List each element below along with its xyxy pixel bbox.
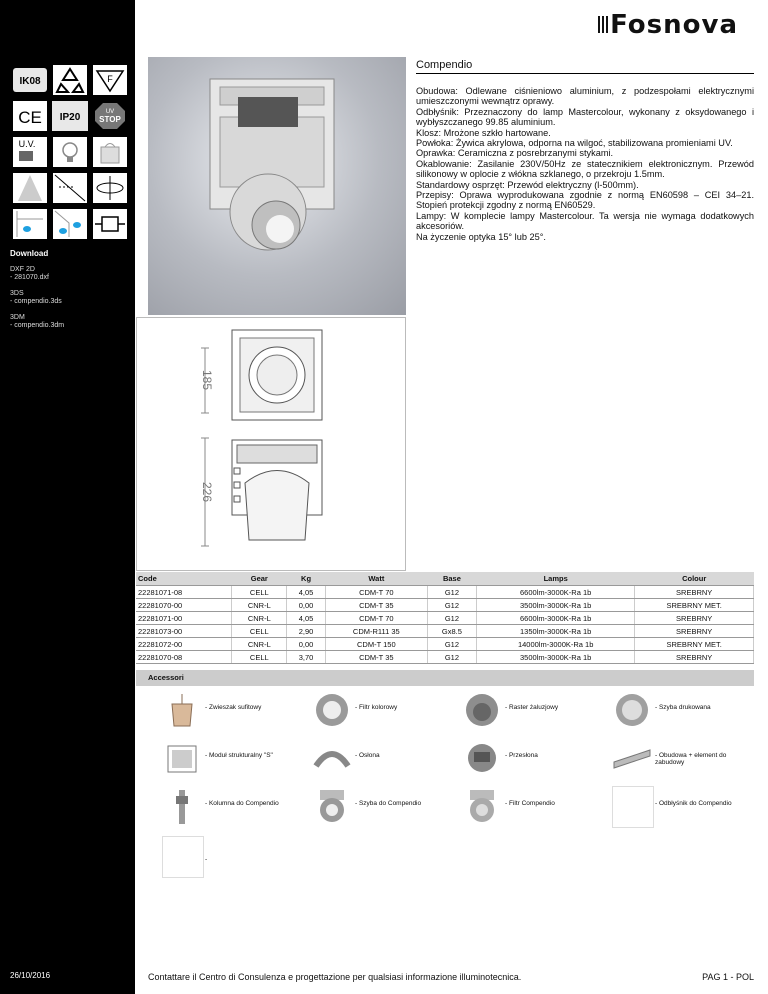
download-item[interactable]	[10, 290, 64, 306]
accessory-item[interactable]	[462, 786, 612, 828]
cell: CDM-T 35	[325, 599, 427, 612]
cell: G12	[427, 586, 476, 599]
table-row	[136, 638, 754, 651]
desc-optics: Na życzenie optyka 15° lub 25°.	[416, 231, 546, 242]
uv-bottom-label: STOP	[99, 115, 121, 124]
print-date: 26/10/2016	[10, 971, 51, 980]
accessory-thumbnail	[312, 738, 352, 778]
uv-stop-icon	[90, 98, 130, 134]
accessory-item[interactable]	[612, 690, 762, 732]
product-title: Compendio	[416, 59, 754, 74]
bulb-icon	[50, 134, 90, 170]
ik08-badge	[10, 62, 50, 98]
accessory-item[interactable]	[312, 738, 462, 780]
col-base: Base	[427, 572, 476, 586]
bag-icon	[90, 134, 130, 170]
download-type: DXF 2D	[10, 266, 35, 273]
accessory-label: - Osłona	[355, 752, 380, 759]
accessory-item[interactable]	[162, 738, 312, 780]
cell: SREBRNY MET.	[635, 638, 754, 651]
cell: CDM-R111 35	[325, 625, 427, 638]
desc-wiring: Okablowanie: Zasilanie 230V/50Hz ze statecznikiem elektronicznym. Przewód silikonowy w oplocie z włókna szklanego, o przekroju 1.5mm.	[416, 158, 754, 180]
accessory-item[interactable]	[162, 836, 312, 878]
footer-note: Contattare il Centro di Consulenza e progettazione per qualsiasi informazione illuminotecnica.	[148, 972, 522, 982]
accessory-label: -	[205, 856, 208, 863]
desc-reflector: Odbłyśnik: Przeznaczony do lamp Mastercolour, wykonany z oksydowanego i wybłyszczanego 99.85 aluminium.	[416, 106, 754, 128]
col-code: Code	[136, 572, 232, 586]
cell: 0,00	[287, 638, 326, 651]
desc-housing: Obudowa: Odlewane ciśnieniowo aluminium, z podzespołami elektrycznymi umieszczonymi wewnątrz oprawy.	[416, 86, 754, 107]
desc-coating: Powłoka: Żywica akrylowa, odporna na wilgoć, stabilizowana promieniami UV.	[416, 138, 733, 149]
accessory-item[interactable]	[612, 786, 762, 828]
dim-top-label: 185	[200, 369, 214, 391]
cell: 22281073-00	[136, 625, 232, 638]
cell: CDM-T 70	[325, 612, 427, 625]
recycle-icon	[50, 62, 90, 98]
cell: 22281070-08	[136, 651, 232, 664]
specification-table	[136, 572, 754, 664]
cell: 4,05	[287, 586, 326, 599]
ce-mark-icon	[10, 98, 50, 134]
cell: 3500lm-3000K-Ra 1b	[477, 651, 635, 664]
beam-angle-icon	[10, 170, 50, 206]
cell: 6600lm-3000K-Ra 1b	[477, 612, 635, 625]
accessory-label: - Raster żaluzjowy	[505, 704, 559, 711]
accessory-item[interactable]	[312, 786, 462, 828]
cell: G12	[427, 638, 476, 651]
technical-drawing	[136, 317, 406, 571]
corner-mount-1-icon	[10, 206, 50, 242]
table-row	[136, 586, 754, 599]
cell: CNR-L	[232, 638, 287, 651]
accessory-label: - Zwieszak sufitowy	[205, 704, 262, 711]
desc-lamps: Lampy: W komplecie lampy Mastercolour. Ta wersja nie wymaga dodatkowych akcesoriów.	[416, 210, 754, 232]
download-file-link[interactable]: - 281070.dxf	[10, 274, 49, 281]
cell: CNR-L	[232, 599, 287, 612]
download-item[interactable]	[10, 314, 64, 330]
table-row	[136, 625, 754, 638]
col-gear: Gear	[232, 572, 287, 586]
cell: 22281071-00	[136, 612, 232, 625]
accessory-thumbnail	[612, 738, 652, 778]
desc-standard-equipment: Standardowy osprzęt: Przewód elektryczny (l-500mm).	[416, 179, 639, 190]
cell: SREBRNY MET.	[635, 599, 754, 612]
cell: 3,70	[287, 651, 326, 664]
table-row	[136, 612, 754, 625]
downloads-panel	[10, 250, 64, 338]
cell: 6600lm-3000K-Ra 1b	[477, 586, 635, 599]
accessory-thumbnail	[462, 690, 502, 730]
cell: SREBRNY	[635, 612, 754, 625]
ip-label: IP20	[59, 112, 81, 123]
triangle-f-icon	[90, 62, 130, 98]
accessory-label: - Szyba do Compendio	[355, 800, 422, 807]
col-colour: Colour	[635, 572, 754, 586]
accessory-item[interactable]	[462, 690, 612, 732]
cell: SREBRNY	[635, 651, 754, 664]
brand-logo	[598, 10, 738, 40]
cell: 22281070-00	[136, 599, 232, 612]
product-photo	[148, 57, 406, 315]
cell: G12	[427, 599, 476, 612]
cell: CELL	[232, 651, 287, 664]
download-type: 3DM	[10, 314, 25, 321]
accessory-label: - Moduł strukturalny "S"	[205, 752, 273, 759]
accessory-label: - Przesłona	[505, 752, 538, 759]
accessory-thumbnail	[162, 738, 202, 778]
accessory-item[interactable]	[612, 738, 762, 780]
cell: 14000lm-3000K-Ra 1b	[477, 638, 635, 651]
cell: CDM-T 150	[325, 638, 427, 651]
accessory-thumbnail	[162, 786, 202, 826]
accessory-item[interactable]	[462, 738, 612, 780]
download-item[interactable]	[10, 266, 64, 282]
cell: G12	[427, 612, 476, 625]
certification-icons	[10, 62, 130, 242]
cell: 2,90	[287, 625, 326, 638]
uv-text: U.V.	[18, 139, 36, 149]
corner-mount-2-icon	[50, 206, 90, 242]
accessory-thumbnail	[612, 786, 654, 828]
download-type: 3DS	[10, 290, 24, 297]
page-number: PAG 1 - POL	[702, 972, 754, 982]
col-lamps: Lamps	[477, 572, 635, 586]
download-file-link[interactable]: - compendio.3dm	[10, 322, 65, 329]
accessory-thumbnail	[612, 690, 652, 730]
sidebar	[0, 0, 135, 994]
cell: Gx8.5	[427, 625, 476, 638]
cell: SREBRNY	[635, 625, 754, 638]
accessory-label: - Filtr Compendio	[505, 800, 555, 807]
cell: 4,05	[287, 612, 326, 625]
accessory-label: - Kolumna do Compendio	[205, 800, 279, 807]
uv-top-label: UV	[105, 109, 115, 115]
accessories-header: Accessori	[136, 670, 754, 686]
accessory-thumbnail	[312, 786, 352, 826]
cell: 0,00	[287, 599, 326, 612]
cell: G12	[427, 651, 476, 664]
accessory-label: - Odbłyśnik do Compendio	[655, 800, 732, 807]
cell: CNR-L	[232, 612, 287, 625]
rotation-icon	[90, 170, 130, 206]
ce-label: CE	[18, 108, 42, 127]
ip20-badge	[50, 98, 90, 134]
cell: CDM-T 70	[325, 586, 427, 599]
accessory-thumbnail	[162, 836, 204, 878]
tilt-angle-icon	[50, 170, 90, 206]
accessory-label: - Obudowa + element do zabudowy	[655, 752, 727, 766]
driver-box-icon	[90, 206, 130, 242]
accessory-item[interactable]	[162, 690, 312, 732]
cell: 1350lm-3000K-Ra 1b	[477, 625, 635, 638]
accessory-item[interactable]	[312, 690, 462, 732]
uv-label-icon	[10, 134, 50, 170]
cell: 3500lm-3000K-Ra 1b	[477, 599, 635, 612]
cell: 22281071-08	[136, 586, 232, 599]
accessory-thumbnail	[162, 690, 202, 730]
accessory-label: - Szyba drukowana	[655, 704, 711, 711]
desc-socket: Oprawka: Ceramiczna z posrebrzanymi stykami.	[416, 148, 614, 159]
accessory-item[interactable]	[162, 786, 312, 828]
product-description	[416, 86, 754, 242]
accessory-label: - Filtr kolorowy	[355, 704, 398, 711]
table-row	[136, 651, 754, 664]
cell: 22281072-00	[136, 638, 232, 651]
desc-diffuser: Klosz: Mrożone szkło hartowane.	[416, 127, 551, 138]
accessory-thumbnail	[312, 690, 352, 730]
table-header-row	[136, 572, 754, 586]
cell: CELL	[232, 586, 287, 599]
table-row	[136, 599, 754, 612]
desc-regulations: Przepisy: Oprawa wyprodukowana zgodnie z normą EN60598 – CEI 34–21. Stopień protekcji zgodny z normą EN60529.	[416, 190, 754, 211]
download-file-link[interactable]: - compendio.3ds	[10, 298, 62, 305]
ik-label: IK08	[19, 76, 41, 87]
f-label: F	[107, 74, 113, 84]
cell: SREBRNY	[635, 586, 754, 599]
brand-name: Fosnova	[610, 10, 738, 40]
download-title: Download	[10, 249, 49, 258]
dim-bottom-label: 226	[200, 481, 214, 503]
accessory-thumbnail	[462, 738, 502, 778]
cell: CELL	[232, 625, 287, 638]
cell: CDM-T 35	[325, 651, 427, 664]
logo-mark-icon	[598, 10, 608, 40]
col-kg: Kg	[287, 572, 326, 586]
accessory-thumbnail	[462, 786, 502, 826]
col-watt: Watt	[325, 572, 427, 586]
